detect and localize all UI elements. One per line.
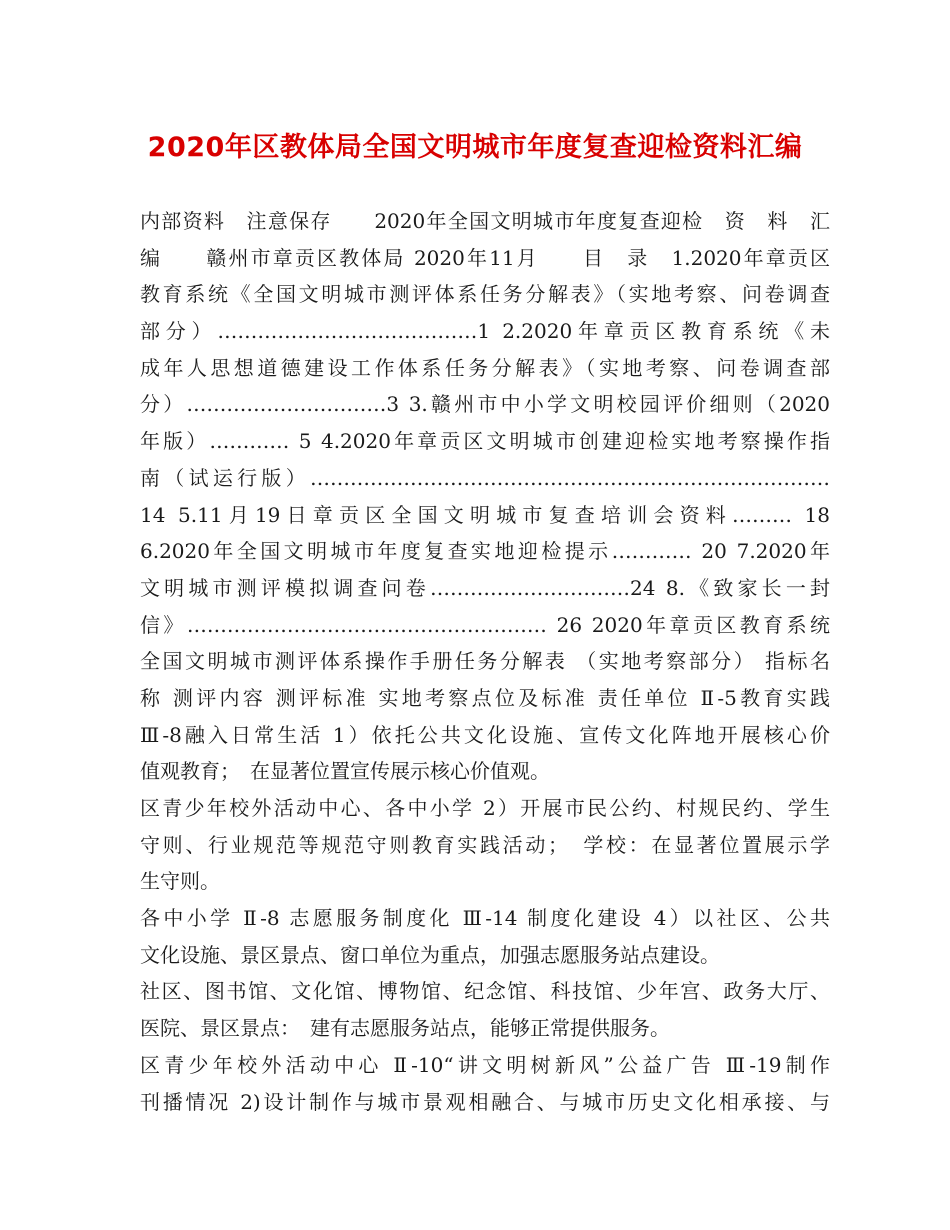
text-line: 年版）………… 5 4.2020年章贡区文明城市创建迎检实地考察操作指 — [140, 429, 830, 454]
text-line: 全国文明城市测评体系操作手册任务分解表 （实地考察部分） 指标名 — [140, 649, 830, 674]
text-line: 社区、图书馆、文化馆、博物馆、纪念馆、科技馆、少年宫、政务大厅、 — [140, 979, 830, 1004]
text-line: 成年人思想道德建设工作体系任务分解表》（实地考察、问卷调查部 — [140, 355, 830, 380]
text-line: 信》……………………………………………… 26 2020年章贡区教育系统 — [140, 612, 830, 637]
text-line: 称 测评内容 测评标准 实地考察点位及标准 责任单位 Ⅱ-5教育实践 — [140, 685, 830, 710]
text-line: 分）…………………………3 3.赣州市中小学文明校园评价细则（2020 — [140, 392, 830, 417]
text-line: 文明城市测评模拟调查问卷…………………………24 8.《致家长一封 — [140, 575, 830, 600]
text-line: 医院、景区景点： 建有志愿服务站点，能够正常提供服务。 — [140, 1016, 670, 1041]
document-body — [140, 203, 830, 1120]
text-line: 6.2020年全国文明城市年度复查实地迎检提示………… 20 7.2020年 — [140, 539, 830, 564]
text-line: 区青少年校外活动中心、各中小学 2）开展市民公约、村规民约、学生 — [140, 796, 830, 820]
document-title: 2020年区教体局全国文明城市年度复查迎检资料汇编 — [147, 132, 803, 163]
text-line: 内部资料 注意保存 2020年全国文明城市年度复查迎检 资 料 汇 — [140, 209, 830, 233]
text-line: 生守则。 — [140, 869, 220, 894]
text-line: 教育系统《全国文明城市测评体系任务分解表》（实地考察、问卷调查 — [140, 282, 830, 307]
text-line: 编 赣州市章贡区教体局 2020年11月 目 录 1.2020年章贡区 — [140, 245, 830, 270]
text-line: 各中小学 Ⅱ-8 志愿服务制度化 Ⅲ-14 制度化建设 4）以社区、公共 — [140, 906, 830, 931]
text-line: 区青少年校外活动中心 Ⅱ-10“讲文明树新风”公益广告 Ⅲ-19制作 — [140, 1052, 830, 1077]
text-line: Ⅲ-8融入日常生活 1）依托公共文化设施、宣传文化阵地开展核心价 — [140, 722, 830, 747]
text-line: 刊播情况 2)设计制作与城市景观相融合、与城市历史文化相承接、与 — [140, 1089, 830, 1114]
text-line: 南（试运行版）…………………………………………………………………… — [140, 465, 830, 490]
text-line: 守则、行业规范等规范守则教育实践活动； 学校：在显著位置展示学 — [140, 832, 830, 857]
text-line: 值观教育； 在显著位置宣传展示核心价值观。 — [140, 759, 550, 784]
text-line: 文化设施、景区景点、窗口单位为重点，加强志愿服务站点建设。 — [140, 942, 720, 967]
text-line: 部分）…………………………………1 2.2020年章贡区教育系统《未 — [140, 319, 830, 344]
text-line: 14 5.11月19日章贡区全国文明城市复查培训会资料……… 18 — [140, 502, 830, 527]
